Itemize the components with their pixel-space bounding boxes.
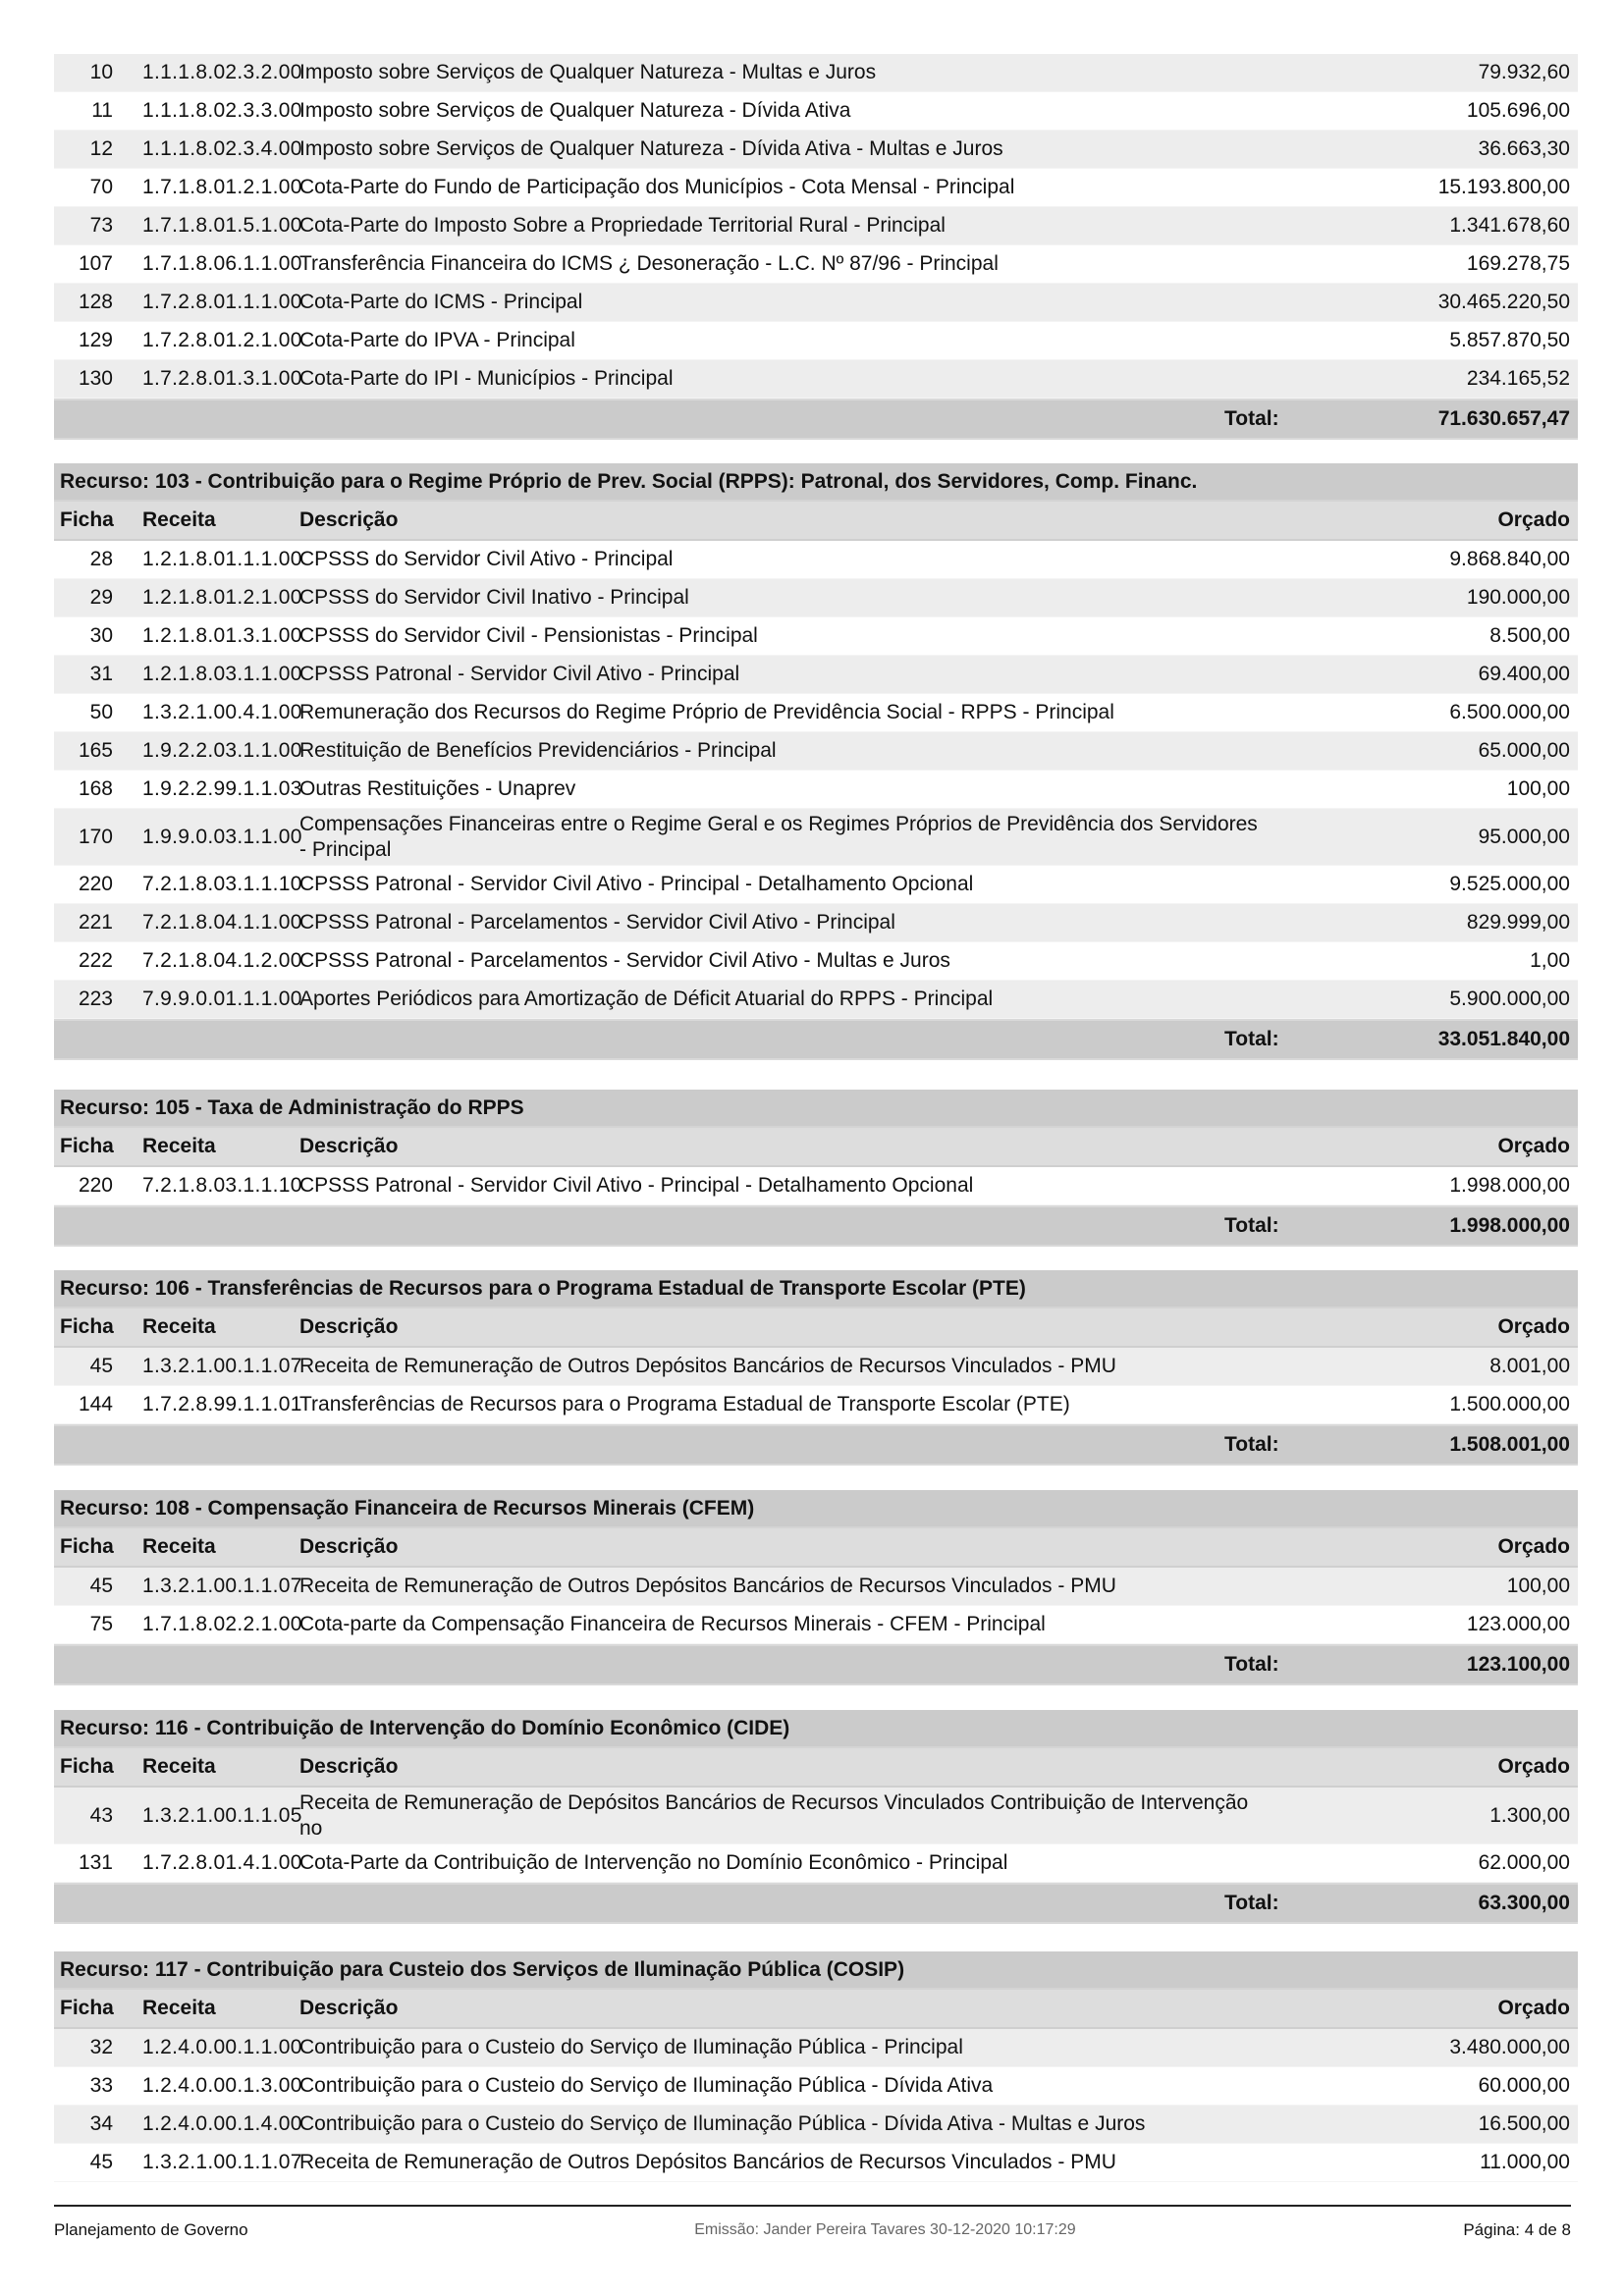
column-header-receita: Receita: [142, 1535, 216, 1558]
receita-cell: 1.3.2.1.00.1.1.07: [142, 2151, 302, 2173]
column-header-orcado: Orçado: [1497, 1535, 1570, 1558]
receita-cell: 1.7.1.8.01.2.1.00: [142, 176, 302, 198]
orcado-cell: 30.465.220,50: [1437, 291, 1570, 313]
ficha-cell: 107: [78, 252, 113, 275]
descricao-cell: Contribuição para o Custeio do Serviço de Iluminação Pública - Dívida Ativa - Multas e Juros: [299, 2112, 1146, 2135]
total-row: [54, 1205, 1578, 1247]
descricao-cell: Imposto sobre Serviços de Qualquer Natureza - Dívida Ativa: [299, 99, 851, 122]
table-row: [54, 54, 1578, 92]
receita-cell: 1.3.2.1.00.1.1.05: [142, 1803, 302, 1827]
column-header-receita: Receita: [142, 1997, 216, 2019]
descricao-cell: Remuneração dos Recursos do Regime Próprio de Previdência Social - RPPS - Principal: [299, 701, 1114, 723]
table-row: [54, 1788, 1578, 1844]
orcado-cell: 65.000,00: [1478, 739, 1570, 762]
orcado-cell: 190.000,00: [1466, 586, 1570, 609]
total-value: 71.630.657,47: [1437, 407, 1570, 430]
receita-cell: 7.2.1.8.03.1.1.10: [142, 1174, 302, 1197]
orcado-cell: 8.001,00: [1489, 1355, 1570, 1377]
receita-cell: 1.9.9.0.03.1.1.00: [142, 825, 302, 848]
total-value: 1.998.000,00: [1449, 1214, 1570, 1237]
ficha-cell: 45: [89, 2151, 113, 2173]
receita-cell: 1.7.2.8.01.2.1.00: [142, 329, 302, 351]
orcado-cell: 123.000,00: [1466, 1613, 1570, 1635]
descricao-cell: CPSSS Patronal - Servidor Civil Ativo - Principal - Detalhamento Opcional: [299, 873, 974, 895]
section-title: Recurso: 116 - Contribuição de Intervenção do Domínio Econômico (CIDE): [54, 1710, 1578, 1748]
total-row: [54, 1644, 1578, 1685]
receita-cell: 1.3.2.1.00.1.1.07: [142, 1575, 302, 1597]
orcado-cell: 5.857.870,50: [1449, 329, 1570, 351]
ficha-cell: 222: [78, 949, 113, 972]
orcado-cell: 62.000,00: [1478, 1851, 1570, 1874]
column-header-receita: Receita: [142, 508, 216, 531]
total-row: [54, 1424, 1578, 1466]
ficha-cell: 75: [89, 1613, 113, 1635]
orcado-cell: 100,00: [1506, 1575, 1570, 1597]
receita-cell: 1.2.4.0.00.1.4.00: [142, 2112, 302, 2135]
receita-cell: 7.2.1.8.03.1.1.10: [142, 873, 302, 895]
table-row: [54, 245, 1578, 284]
total-value: 123.100,00: [1466, 1653, 1570, 1676]
orcado-cell: 15.193.800,00: [1437, 176, 1570, 198]
orcado-cell: 79.932,60: [1478, 61, 1570, 83]
table-row: [54, 207, 1578, 245]
column-header-row: [54, 1128, 1578, 1167]
receita-cell: 7.2.1.8.04.1.1.00: [142, 911, 302, 934]
column-header-receita: Receita: [142, 1315, 216, 1338]
receita-cell: 1.1.1.8.02.3.2.00: [142, 61, 302, 83]
ficha-cell: 168: [78, 777, 113, 800]
table-row: [54, 92, 1578, 131]
ficha-cell: 128: [78, 291, 113, 313]
total-row: [54, 1883, 1578, 1924]
total-label: Total:: [1224, 1433, 1279, 1456]
continued-table: [54, 54, 1578, 399]
column-header-row: [54, 1308, 1578, 1348]
ficha-cell: 12: [89, 137, 113, 160]
descricao-cell: CPSSS Patronal - Parcelamentos - Servidor Civil Ativo - Principal: [299, 911, 895, 934]
ficha-cell: 70: [89, 176, 113, 198]
orcado-cell: 100,00: [1506, 777, 1570, 800]
table-row: [54, 2029, 1578, 2067]
ficha-cell: 28: [89, 548, 113, 570]
total-label: Total:: [1224, 1653, 1279, 1676]
orcado-cell: 9.868.840,00: [1449, 548, 1570, 570]
descricao-cell: Outras Restituições - Unaprev: [299, 777, 576, 800]
descricao-cell: Cota-Parte do Fundo de Participação dos Municípios - Cota Mensal - Principal: [299, 176, 1015, 198]
descricao-cell: Cota-Parte do Imposto Sobre a Propriedade Territorial Rural - Principal: [299, 214, 946, 237]
orcado-cell: 169.278,75: [1466, 252, 1570, 275]
orcado-cell: 95.000,00: [1478, 825, 1570, 848]
descricao-cell: Receita de Remuneração de Outros Depósitos Bancários de Recursos Vinculados - PMU: [299, 1575, 1116, 1597]
orcado-cell: 8.500,00: [1489, 624, 1570, 647]
descricao-cell: Imposto sobre Serviços de Qualquer Natureza - Multas e Juros: [299, 61, 877, 83]
table-row: [54, 360, 1578, 399]
ficha-cell: 11: [91, 99, 113, 122]
column-header-ficha: Ficha: [60, 1135, 114, 1157]
orcado-cell: 1.998.000,00: [1449, 1174, 1570, 1197]
section-title: Recurso: 105 - Taxa de Administração do RPPS: [54, 1090, 1578, 1128]
column-header-orcado: Orçado: [1497, 508, 1570, 531]
orcado-cell: 1.500.000,00: [1449, 1393, 1570, 1415]
ficha-cell: 220: [78, 1174, 113, 1197]
table-row: [54, 942, 1578, 981]
total-value: 1.508.001,00: [1449, 1433, 1570, 1456]
orcado-cell: 5.900.000,00: [1449, 988, 1570, 1010]
receita-cell: 1.7.2.8.01.4.1.00: [142, 1851, 302, 1874]
footer-emission: Emissão: Jander Pereira Tavares 30-12-2020 10:17:29: [694, 2221, 1076, 2238]
receita-cell: 1.7.1.8.06.1.1.00: [142, 252, 302, 275]
ficha-cell: 131: [78, 1851, 113, 1874]
column-header-row: [54, 1990, 1578, 2029]
receita-cell: 1.2.4.0.00.1.3.00: [142, 2074, 302, 2097]
descricao-cell: Restituição de Benefícios Previdenciários - Principal: [299, 739, 777, 762]
table-row: [54, 1606, 1578, 1644]
orcado-cell: 11.000,00: [1480, 2151, 1570, 2173]
ficha-cell: 45: [89, 1575, 113, 1597]
total-row: [54, 1019, 1578, 1060]
column-header-ficha: Ficha: [60, 1315, 114, 1338]
column-header-ficha: Ficha: [60, 508, 114, 531]
descricao-cell: Aportes Periódicos para Amortização de Déficit Atuarial do RPPS - Principal: [299, 988, 994, 1010]
descricao-cell: Cota-parte da Compensação Financeira de Recursos Minerais - CFEM - Principal: [299, 1613, 1046, 1635]
table-row: [54, 694, 1578, 732]
orcado-cell: 3.480.000,00: [1449, 2036, 1570, 2058]
orcado-cell: 1.300,00: [1489, 1803, 1570, 1827]
descricao-cell: Receita de Remuneração de Outros Depósitos Bancários de Recursos Vinculados - PMU: [299, 1355, 1116, 1377]
ficha-cell: 129: [78, 329, 113, 351]
receita-cell: 1.7.2.8.01.1.1.00: [142, 291, 302, 313]
column-header-orcado: Orçado: [1497, 1135, 1570, 1157]
ficha-cell: 32: [89, 2036, 113, 2058]
column-header-orcado: Orçado: [1497, 1315, 1570, 1338]
total-label: Total:: [1224, 1892, 1279, 1914]
section-title: Recurso: 106 - Transferências de Recursos para o Programa Estadual de Transporte Escolar (PTE): [54, 1270, 1578, 1308]
table-row: [54, 2067, 1578, 2106]
table-row: [54, 284, 1578, 322]
receita-cell: 1.2.1.8.01.1.1.00: [142, 548, 302, 570]
receita-cell: 1.2.4.0.00.1.1.00: [142, 2036, 302, 2058]
descricao-cell: CPSSS Patronal - Servidor Civil Ativo - Principal: [299, 663, 740, 685]
ficha-cell: 30: [89, 624, 113, 647]
section-recurso-116: [54, 1710, 1578, 1924]
descricao-cell: Transferência Financeira do ICMS ¿ Desoneração - L.C. Nº 87/96 - Principal: [299, 252, 999, 275]
column-header-ficha: Ficha: [60, 1997, 114, 2019]
descricao-cell: CPSSS do Servidor Civil Inativo - Principal: [299, 586, 689, 609]
descricao-cell: Receita de Remuneração de Depósitos Bancários de Recursos Vinculados Contribuição de Intervenção no: [299, 1790, 1249, 1840]
table-row: [54, 1348, 1578, 1386]
ficha-cell: 31: [89, 663, 113, 685]
ficha-cell: 43: [89, 1803, 113, 1827]
descricao-cell: CPSSS do Servidor Civil Ativo - Principal: [299, 548, 674, 570]
footer-page-number: Página: 4 de 8: [1463, 2220, 1571, 2239]
ficha-cell: 130: [78, 367, 113, 390]
column-header-row: [54, 502, 1578, 541]
table-row: [54, 1167, 1578, 1205]
section-recurso-117: [54, 1951, 1578, 2182]
ficha-cell: 34: [89, 2112, 113, 2135]
column-header-ficha: Ficha: [60, 1535, 114, 1558]
orcado-cell: 829.999,00: [1466, 911, 1570, 934]
table-row: [54, 1568, 1578, 1606]
receita-cell: 1.7.1.8.02.2.1.00: [142, 1613, 302, 1635]
total-label: Total:: [1224, 1214, 1279, 1237]
receita-cell: 1.7.1.8.01.5.1.00: [142, 214, 302, 237]
descricao-cell: Cota-Parte da Contribuição de Intervenção no Domínio Econômico - Principal: [299, 1851, 1008, 1874]
receita-cell: 1.3.2.1.00.4.1.00: [142, 701, 302, 723]
footer-department: Planejamento de Governo: [54, 2220, 248, 2239]
section-recurso-108: [54, 1490, 1578, 1685]
column-header-descricao: Descrição: [299, 1755, 399, 1778]
section-title: Recurso: 108 - Compensação Financeira de Recursos Minerais (CFEM): [54, 1490, 1578, 1528]
ficha-cell: 221: [78, 911, 113, 934]
receita-cell: 1.3.2.1.00.1.1.07: [142, 1355, 302, 1377]
column-header-receita: Receita: [142, 1135, 216, 1157]
receita-cell: 1.2.1.8.01.3.1.00: [142, 624, 302, 647]
section-title: Recurso: 103 - Contribuição para o Regime Próprio de Prev. Social (RPPS): Patronal, dos Servidores, Comp. Financ.: [54, 463, 1578, 502]
descricao-cell: Imposto sobre Serviços de Qualquer Natureza - Dívida Ativa - Multas e Juros: [299, 137, 1003, 160]
orcado-cell: 105.696,00: [1466, 99, 1570, 122]
column-header-descricao: Descrição: [299, 508, 399, 531]
orcado-cell: 60.000,00: [1478, 2074, 1570, 2097]
descricao-cell: Receita de Remuneração de Outros Depósitos Bancários de Recursos Vinculados - PMU: [299, 2151, 1116, 2173]
total-value: 63.300,00: [1478, 1892, 1570, 1914]
orcado-cell: 9.525.000,00: [1449, 873, 1570, 895]
column-header-ficha: Ficha: [60, 1755, 114, 1778]
table-row: [54, 541, 1578, 579]
orcado-cell: 6.500.000,00: [1449, 701, 1570, 723]
orcado-cell: 234.165,52: [1466, 367, 1570, 390]
ficha-cell: 50: [89, 701, 113, 723]
table-row: [54, 2106, 1578, 2144]
table-row: [54, 617, 1578, 656]
table-row: [54, 579, 1578, 617]
table-row: [54, 1386, 1578, 1424]
orcado-cell: 1.341.678,60: [1449, 214, 1570, 237]
page-footer: [54, 2205, 1571, 2240]
receita-cell: 1.9.2.2.99.1.1.03: [142, 777, 302, 800]
descricao-cell: CPSSS do Servidor Civil - Pensionistas - Principal: [299, 624, 758, 647]
table-row: [54, 169, 1578, 207]
ficha-cell: 29: [89, 586, 113, 609]
section-recurso-105: [54, 1090, 1578, 1247]
ficha-cell: 10: [89, 61, 113, 83]
descricao-cell: Cota-Parte do IPI - Municípios - Principal: [299, 367, 674, 390]
section-recurso-106: [54, 1270, 1578, 1466]
ficha-cell: 33: [89, 2074, 113, 2097]
column-header-orcado: Orçado: [1497, 1755, 1570, 1778]
orcado-cell: 1,00: [1530, 949, 1570, 972]
table-row: [54, 732, 1578, 771]
receita-cell: 1.1.1.8.02.3.4.00: [142, 137, 302, 160]
ficha-cell: 223: [78, 988, 113, 1010]
descricao-cell: Transferências de Recursos para o Programa Estadual de Transporte Escolar (PTE): [299, 1393, 1070, 1415]
orcado-cell: 16.500,00: [1478, 2112, 1570, 2135]
descricao-cell: Cota-Parte do IPVA - Principal: [299, 329, 575, 351]
receita-cell: 1.1.1.8.02.3.3.00: [142, 99, 302, 122]
receita-cell: 1.9.2.2.03.1.1.00: [142, 739, 302, 762]
section-title: Recurso: 117 - Contribuição para Custeio dos Serviços de Iluminação Pública (COSIP): [54, 1951, 1578, 1990]
ficha-cell: 73: [89, 214, 113, 237]
column-header-row: [54, 1748, 1578, 1788]
total-row: [54, 399, 1578, 440]
receita-cell: 1.7.2.8.99.1.1.01: [142, 1393, 302, 1415]
table-row: [54, 904, 1578, 942]
column-header-row: [54, 1528, 1578, 1568]
descricao-cell: Contribuição para o Custeio do Serviço de Iluminação Pública - Dívida Ativa: [299, 2074, 994, 2097]
table-row: [54, 656, 1578, 694]
receita-cell: 1.7.2.8.01.3.1.00: [142, 367, 302, 390]
descricao-cell: CPSSS Patronal - Servidor Civil Ativo - Principal - Detalhamento Opcional: [299, 1174, 974, 1197]
descricao-cell: Contribuição para o Custeio do Serviço de Iluminação Pública - Principal: [299, 2036, 963, 2058]
ficha-cell: 144: [78, 1393, 113, 1415]
column-header-descricao: Descrição: [299, 1535, 399, 1558]
orcado-cell: 69.400,00: [1478, 663, 1570, 685]
descricao-cell: CPSSS Patronal - Parcelamentos - Servidor Civil Ativo - Multas e Juros: [299, 949, 950, 972]
column-header-orcado: Orçado: [1497, 1997, 1570, 2019]
column-header-descricao: Descrição: [299, 1135, 399, 1157]
section-recurso-103: [54, 463, 1578, 1060]
table-row: [54, 771, 1578, 809]
table-row: [54, 866, 1578, 904]
table-row: [54, 981, 1578, 1019]
ficha-cell: 220: [78, 873, 113, 895]
receita-cell: 7.9.9.0.01.1.1.00: [142, 988, 302, 1010]
table-row: [54, 1844, 1578, 1883]
receita-cell: 1.2.1.8.03.1.1.00: [142, 663, 302, 685]
continued-section: [54, 54, 1578, 440]
ficha-cell: 170: [78, 825, 113, 848]
descricao-cell: Cota-Parte do ICMS - Principal: [299, 291, 583, 313]
total-value: 33.051.840,00: [1437, 1028, 1570, 1050]
ficha-cell: 165: [78, 739, 113, 762]
table-row: [54, 131, 1578, 169]
column-header-receita: Receita: [142, 1755, 216, 1778]
receita-cell: 1.2.1.8.01.2.1.00: [142, 586, 302, 609]
descricao-cell: Compensações Financeiras entre o Regime Geral e os Regimes Próprios de Previdência dos Servidores - Principal: [299, 812, 1258, 861]
total-label: Total:: [1224, 1028, 1279, 1050]
table-row: [54, 2144, 1578, 2182]
column-header-descricao: Descrição: [299, 1315, 399, 1338]
ficha-cell: 45: [89, 1355, 113, 1377]
orcado-cell: 36.663,30: [1478, 137, 1570, 160]
table-row: [54, 809, 1578, 866]
total-label: Total:: [1224, 407, 1279, 430]
table-row: [54, 322, 1578, 360]
column-header-descricao: Descrição: [299, 1997, 399, 2019]
receita-cell: 7.2.1.8.04.1.2.00: [142, 949, 302, 972]
